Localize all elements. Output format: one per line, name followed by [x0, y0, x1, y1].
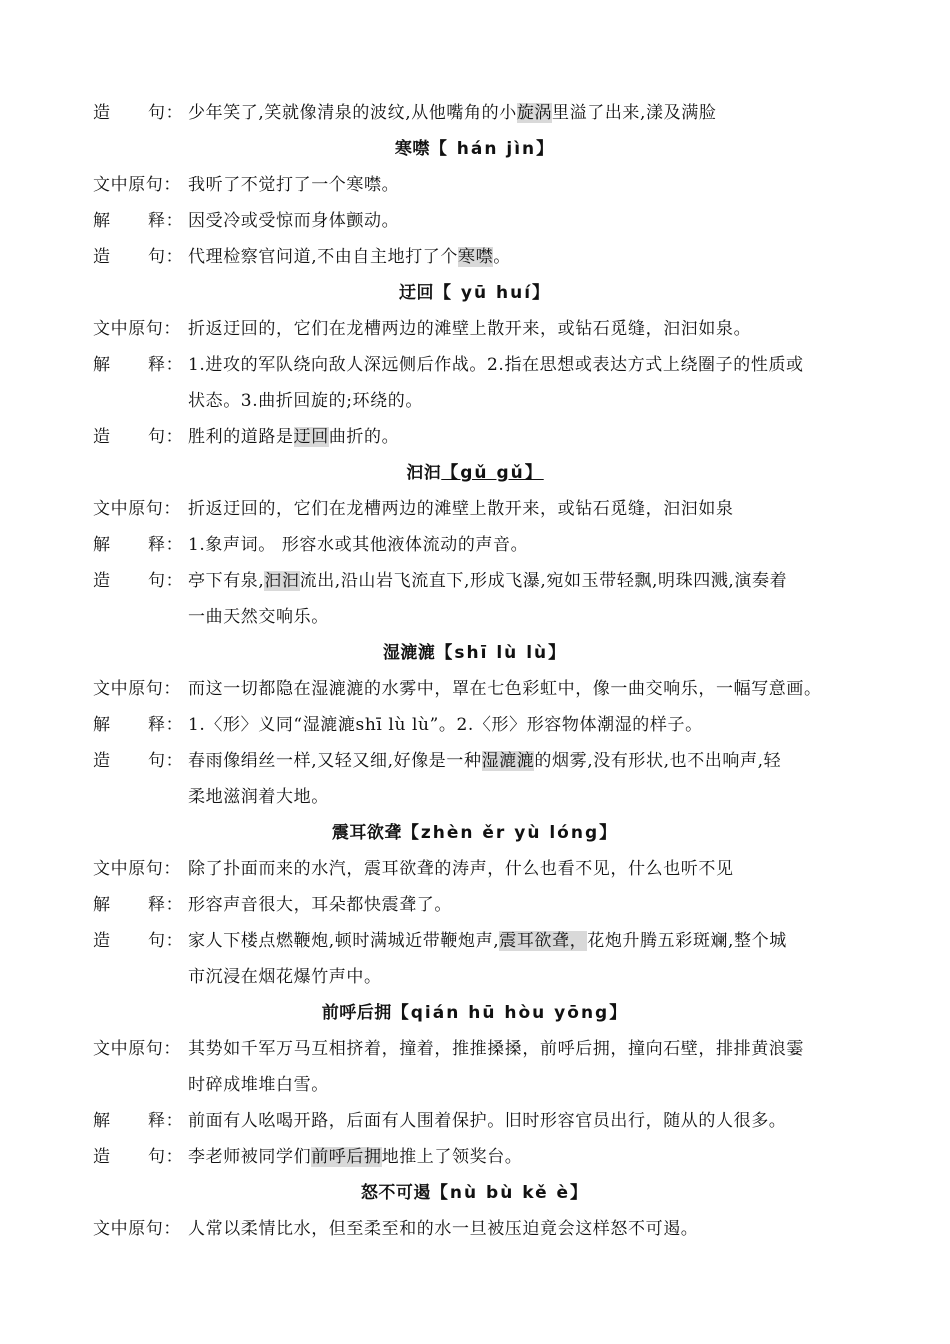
entry-heading: 迂回【 yū huí】 — [398, 283, 552, 303]
sentence-text: 胜利的道路是迂回曲折的。 — [188, 427, 400, 447]
original-line — [93, 851, 873, 887]
highlighted-word: 震耳欲聋， — [499, 931, 588, 951]
meaning-line: 解 释： 形容声音很大，耳朵都快震聋了。 — [93, 887, 873, 923]
meaning-line: 解 释： 1.〈形〉义同“湿漉漉shī lù lù”。2.〈形〉形容物体潮湿的样子。 — [93, 707, 873, 743]
original-text: 折返迂回的，它们在龙槽两边的滩壁上散开来，或钻石觅缝，汩汩如泉 — [188, 499, 734, 519]
sentence-line: 造 句： 胜利的道路是迂回曲折的。 — [93, 419, 873, 455]
original-label: 文中原句： — [93, 679, 181, 699]
meaning-text: 前面有人吆喝开路，后面有人围着保护。旧时形容官员出行，随从的人很多。 — [188, 1111, 787, 1131]
sentence-text: 李老师被同学们前呼后拥地推上了领奖台。 — [188, 1147, 523, 1167]
meaning-text: 状态。3.曲折回旋的;环绕的。 — [188, 391, 423, 411]
sentence-continuation — [93, 959, 873, 995]
original-text: 时碎成堆堆白雪。 — [188, 1075, 329, 1095]
original-label: 文中原句： — [93, 1219, 181, 1239]
entry-heading: 寒噤【 hán jìn】 — [394, 139, 556, 159]
highlighted-word: 汩汩 — [264, 571, 300, 591]
highlighted-word: 前呼后拥 — [311, 1147, 382, 1167]
sentence-continuation — [93, 599, 873, 635]
entry-heading: 震耳欲聋【zhèn ěr yù lóng】 — [331, 823, 619, 843]
original-label: 文中原句： — [93, 1039, 181, 1059]
sentence-text: 家人下楼点燃鞭炮,顿时满城近带鞭炮声,震耳欲聋，花炮升腾五彩斑斓,整个城 — [188, 931, 787, 951]
original-text: 我听了不觉打了一个寒噤。 — [188, 175, 400, 195]
original-line — [93, 167, 873, 203]
original-line — [93, 1031, 873, 1067]
sentence-text: 市沉浸在烟花爆竹声中。 — [188, 967, 382, 987]
sentence-text: 代理检察官问道,不由自主地打了个寒噤。 — [188, 247, 511, 267]
sentence-text: 春雨像绢丝一样,又轻又细,好像是一种湿漉漉的烟雾,没有形状,也不出响声,轻 — [188, 751, 782, 771]
original-line — [93, 491, 873, 527]
sentence-text: 柔地滋润着大地。 — [188, 787, 329, 807]
entry-heading: 前呼后拥【qián hū hòu yōng】 — [321, 1003, 629, 1023]
meaning-line: 解 释： 1.进攻的军队绕向敌人深远侧后作战。2.指在思想或表达方式上绕圈子的性质或 — [93, 347, 873, 383]
original-label: 文中原句： — [93, 499, 181, 519]
original-text: 折返迂回的，它们在龙槽两边的滩壁上散开来，或钻石觅缝，汩汩如泉。 — [188, 319, 752, 339]
original-continuation — [93, 1067, 873, 1103]
sentence-text: 少年笑了,笑就像清泉的波纹,从他嘴角的小旋涡里溢了出来,漾及满脸 — [188, 103, 717, 123]
sentence-line: 造 句： 代理检察官问道,不由自主地打了个寒噤。 — [93, 239, 873, 275]
sentence-text: 亭下有泉,汩汩流出,沿山岩飞流直下,形成飞瀑,宛如玉带轻飘,明珠四溅,演奏着 — [188, 571, 788, 591]
meaning-text: 1.进攻的军队绕向敌人深远侧后作战。2.指在思想或表达方式上绕圈子的性质或 — [188, 355, 804, 375]
highlighted-word: 寒噤 — [458, 247, 494, 267]
entry-heading: 湿漉漉【shī lù lù】 — [382, 643, 568, 663]
highlighted-word: 迂回 — [293, 427, 329, 447]
original-text: 其势如千军万马互相挤着，撞着，推推搡搡，前呼后拥，撞向石壁，排排黄浪霎 — [188, 1039, 804, 1059]
original-text: 人常以柔情比水，但至柔至和的水一旦被压迫竟会这样怒不可遏。 — [188, 1219, 699, 1239]
meaning-continuation — [93, 383, 873, 419]
sentence-text: 一曲天然交响乐。 — [188, 607, 329, 627]
meaning-line: 解 释： 前面有人吆喝开路，后面有人围着保护。旧时形容官员出行，随从的人很多。 — [93, 1103, 873, 1139]
original-line — [93, 671, 873, 707]
sentence-line: 造 句： 李老师被同学们前呼后拥地推上了领奖台。 — [93, 1139, 873, 1175]
sentence-continuation — [93, 779, 873, 815]
original-label: 文中原句： — [93, 175, 181, 195]
entry-heading: 怒不可遏【nù bù kě è】 — [360, 1183, 590, 1203]
sentence-line: 造 句： 少年笑了,笑就像清泉的波纹,从他嘴角的小旋涡里溢了出来,漾及满脸 — [93, 95, 873, 131]
original-line — [93, 1211, 873, 1247]
original-label: 文中原句： — [93, 859, 181, 879]
meaning-text: 因受冷或受惊而身体颤动。 — [188, 211, 400, 231]
highlighted-word: 湿漉漉 — [481, 751, 535, 771]
meaning-line: 解 释： 1.象声词。 形容水或其他液体流动的声音。 — [93, 527, 873, 563]
original-label: 文中原句： — [93, 319, 181, 339]
original-text: 除了扑面而来的水汽，震耳欲聋的涛声，什么也看不见，什么也听不见 — [188, 859, 734, 879]
highlighted-word: 旋涡 — [516, 103, 553, 123]
entry-heading: 汩汩【gǔ gǔ】 — [406, 463, 544, 483]
meaning-text: 形容声音很大，耳朵都快震聋了。 — [188, 895, 452, 915]
original-line — [93, 311, 873, 347]
sentence-line: 造 句： 家人下楼点燃鞭炮,顿时满城近带鞭炮声,震耳欲聋，花炮升腾五彩斑斓,整个城 — [93, 923, 873, 959]
sentence-line: 造 句： 亭下有泉,汩汩流出,沿山岩飞流直下,形成飞瀑,宛如玉带轻飘,明珠四溅,演奏着 — [93, 563, 873, 599]
original-text: 而这一切都隐在湿漉漉的水雾中，罩在七色彩虹中，像一曲交响乐，一幅写意画。 — [188, 679, 822, 699]
meaning-text: 1.象声词。 形容水或其他液体流动的声音。 — [188, 535, 529, 555]
meaning-line: 解 释： 因受冷或受惊而身体颤动。 — [93, 203, 873, 239]
sentence-line: 造 句： 春雨像绢丝一样,又轻又细,好像是一种湿漉漉的烟雾,没有形状,也不出响声,轻 — [93, 743, 873, 779]
meaning-text: 1.〈形〉义同“湿漉漉shī lù lù”。2.〈形〉形容物体潮湿的样子。 — [188, 715, 703, 735]
